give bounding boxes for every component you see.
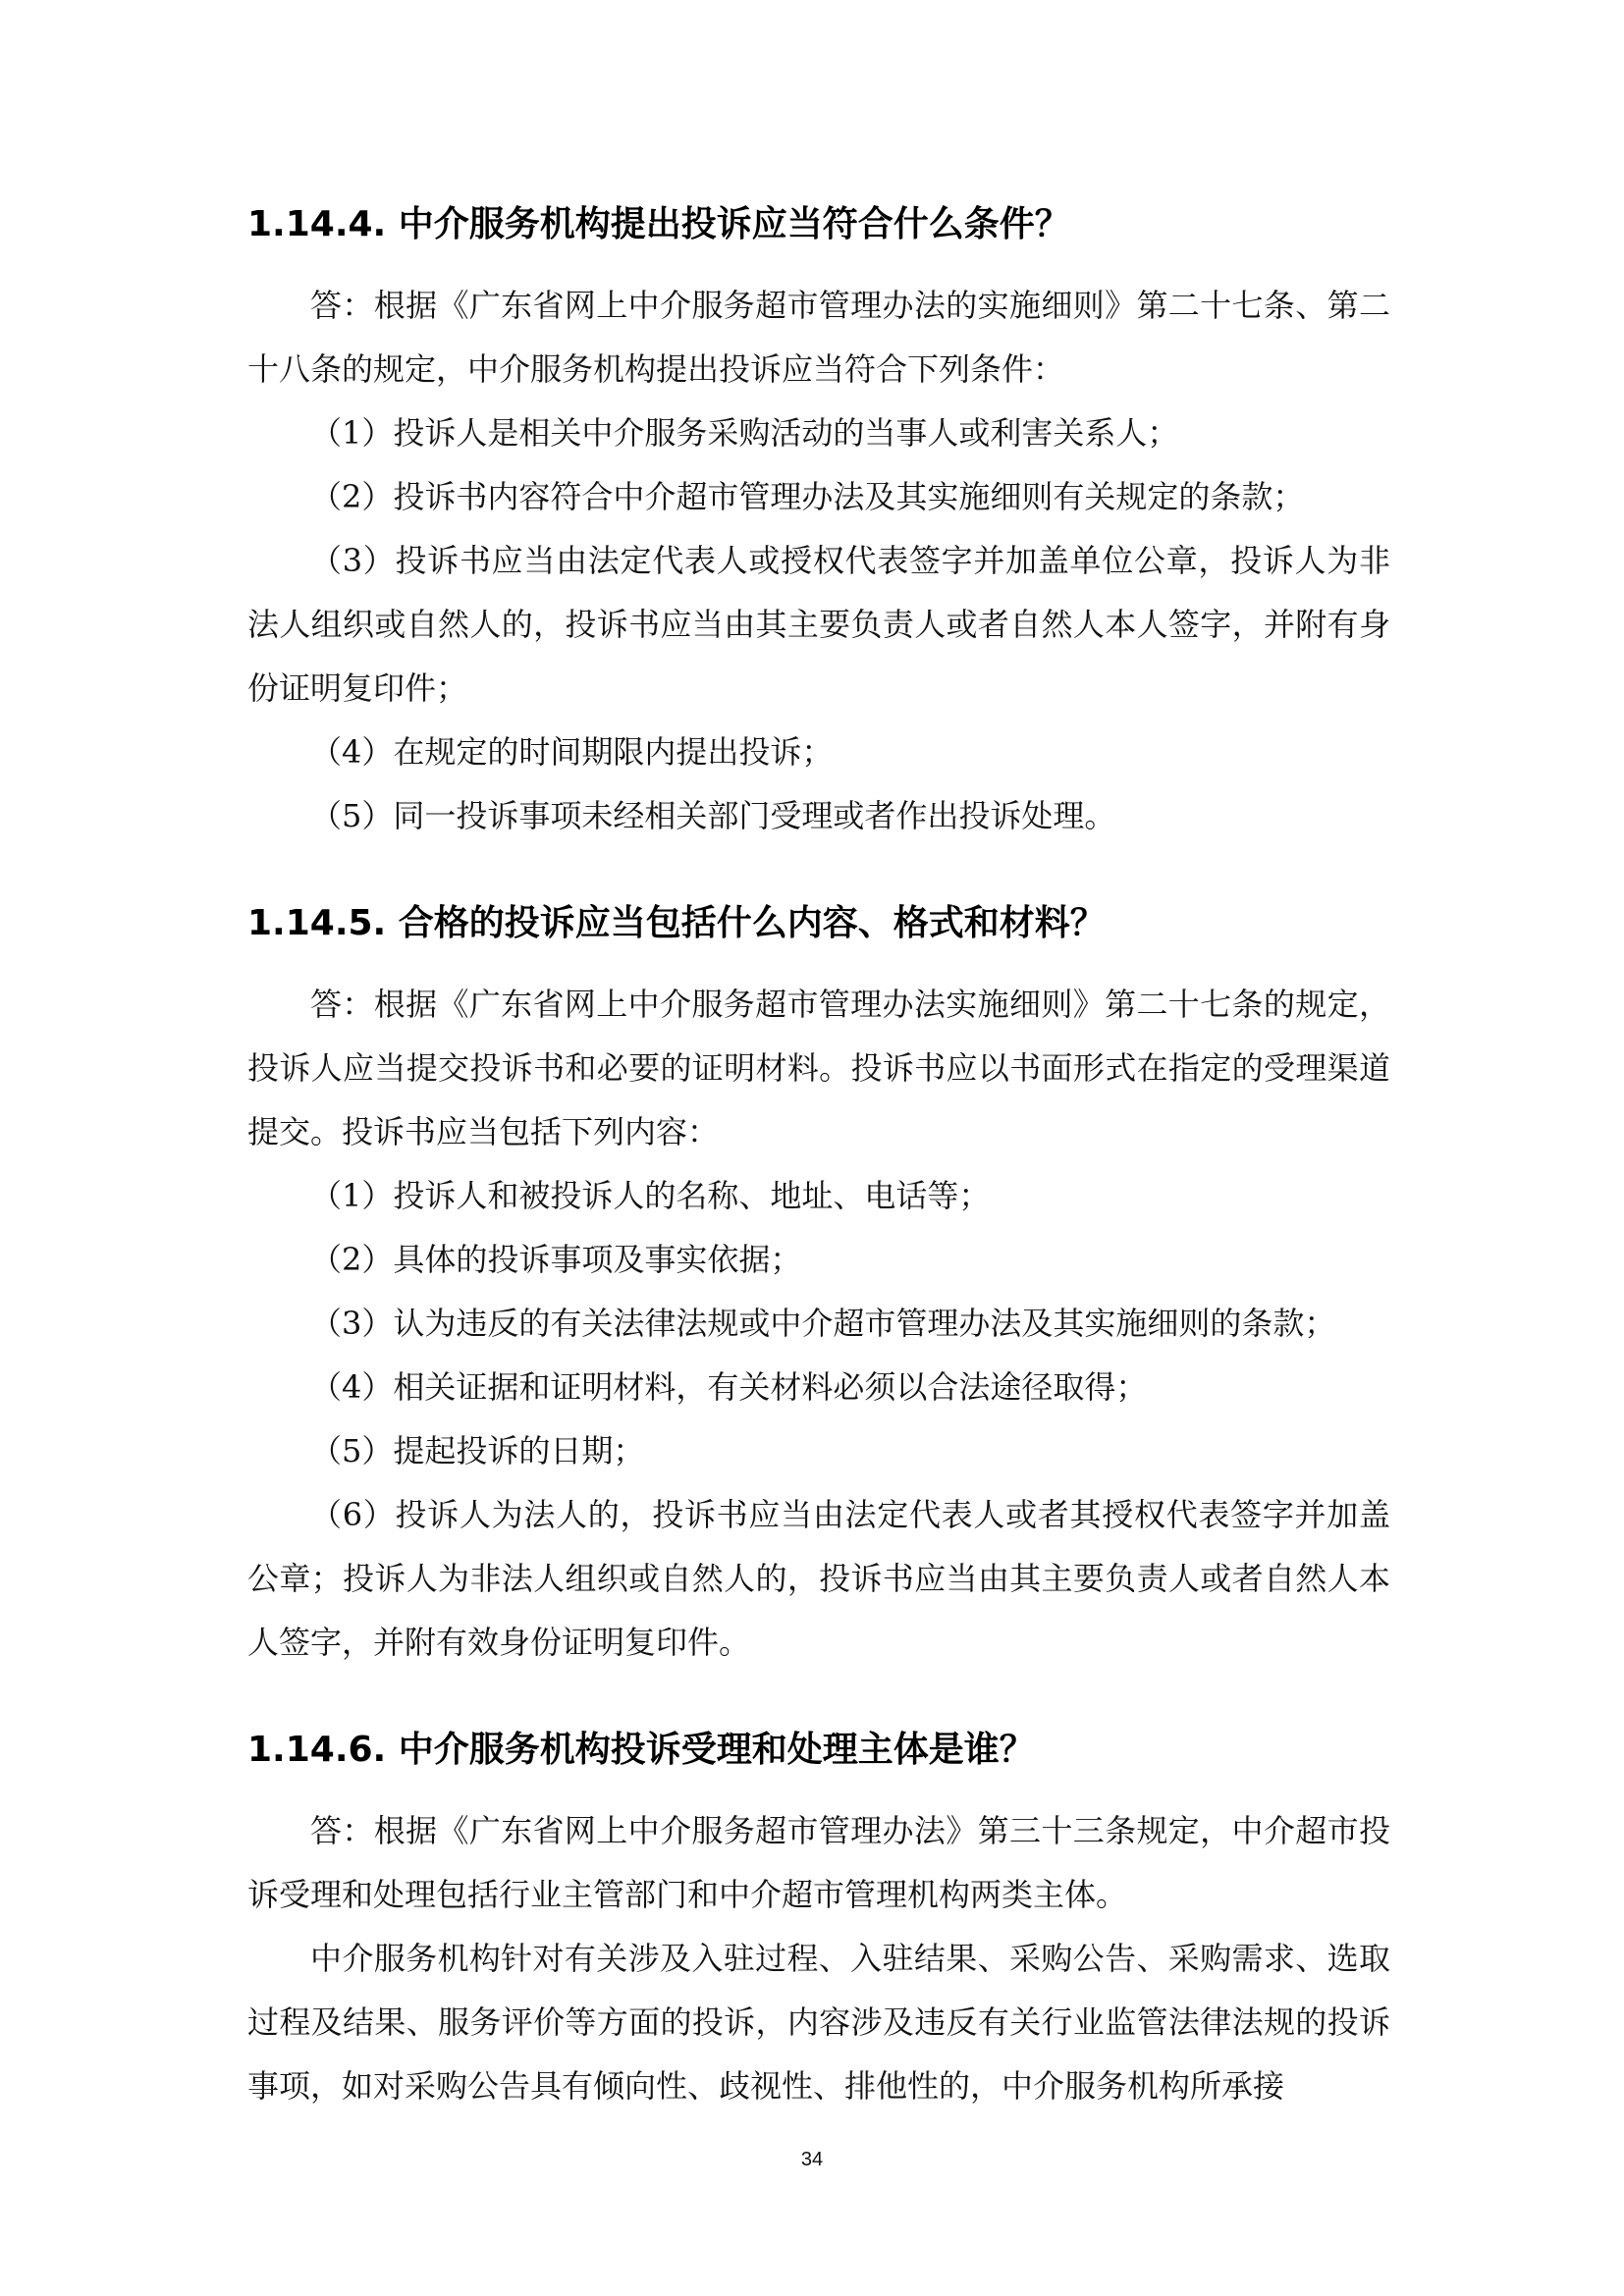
list-item: （3）投诉书应当由法定代表人或授权代表签字并加盖单位公章，投诉人为非法人组织或自然人的，投诉书应当由其主要负责人或者自然人本人签字，并附有身份证明复印件； <box>247 542 1390 707</box>
section-heading: 1.14.5. 合格的投诉应当包括什么内容、格式和材料？ <box>247 903 1106 943</box>
list-item: （2）具体的投诉事项及事实依据； <box>310 1241 802 1278</box>
section-heading: 1.14.4. 中介服务机构提出投诉应当符合什么条件？ <box>247 204 1070 244</box>
list-item: （1）投诉人是相关中介服务采购活动的当事人或利害关系人； <box>310 414 1179 452</box>
page-number: 34 <box>800 2149 824 2170</box>
list-item: （4）相关证据和证明材料，有关材料必须以合法途径取得； <box>310 1368 1148 1406</box>
list-item: （6）投诉人为法人的，投诉书应当由法定代表人或者其授权代表签字并加盖公章；投诉人为非法人组织或自然人的，投诉书应当由其主要负责人或者自然人本人签字，并附有效身份证明复印件。 <box>247 1496 1390 1661</box>
list-item: （3）认为违反的有关法律法规或中介超市管理办法及其实施细则的条款； <box>310 1305 1336 1342</box>
list-item: （2）投诉书内容符合中介超市管理办法及其实施细则有关规定的条款； <box>310 478 1305 515</box>
answer-paragraph: 答：根据《广东省网上中介服务超市管理办法实施细则》第二十七条的规定，投诉人应当提交投诉书和必要的证明材料。投诉书应以书面形式在指定的受理渠道提交。投诉书应当包括下列内容： <box>247 986 1390 1150</box>
list-item: （5）提起投诉的日期； <box>310 1432 645 1469</box>
list-item: （4）在规定的时间期限内提出投诉； <box>310 733 834 771</box>
list-item: （5）同一投诉事项未经相关部门受理或者作出投诉处理。 <box>310 797 1116 834</box>
section-heading: 1.14.6. 中介服务机构投诉受理和处理主体是谁？ <box>247 1730 1035 1770</box>
list-item: （1）投诉人和被投诉人的名称、地址、电话等； <box>310 1177 991 1214</box>
answer-paragraph: 答：根据《广东省网上中介服务超市管理办法》第三十三条规定，中介超市投诉受理和处理包括行业主管部门和中介超市管理机构两类主体。 <box>247 1812 1390 1913</box>
answer-paragraph: 答：根据《广东省网上中介服务超市管理办法的实施细则》第二十七条、第二十八条的规定，中介服务机构提出投诉应当符合下列条件： <box>247 287 1390 388</box>
body-paragraph: 中介服务机构针对有关涉及入驻过程、入驻结果、采购公告、采购需求、选取过程及结果、服务评价等方面的投诉，内容涉及违反有关行业监管法律法规的投诉事项，如对采购公告具有倾向性、歧视性、排他性的，中介服务机构所承接 <box>247 1940 1390 2105</box>
